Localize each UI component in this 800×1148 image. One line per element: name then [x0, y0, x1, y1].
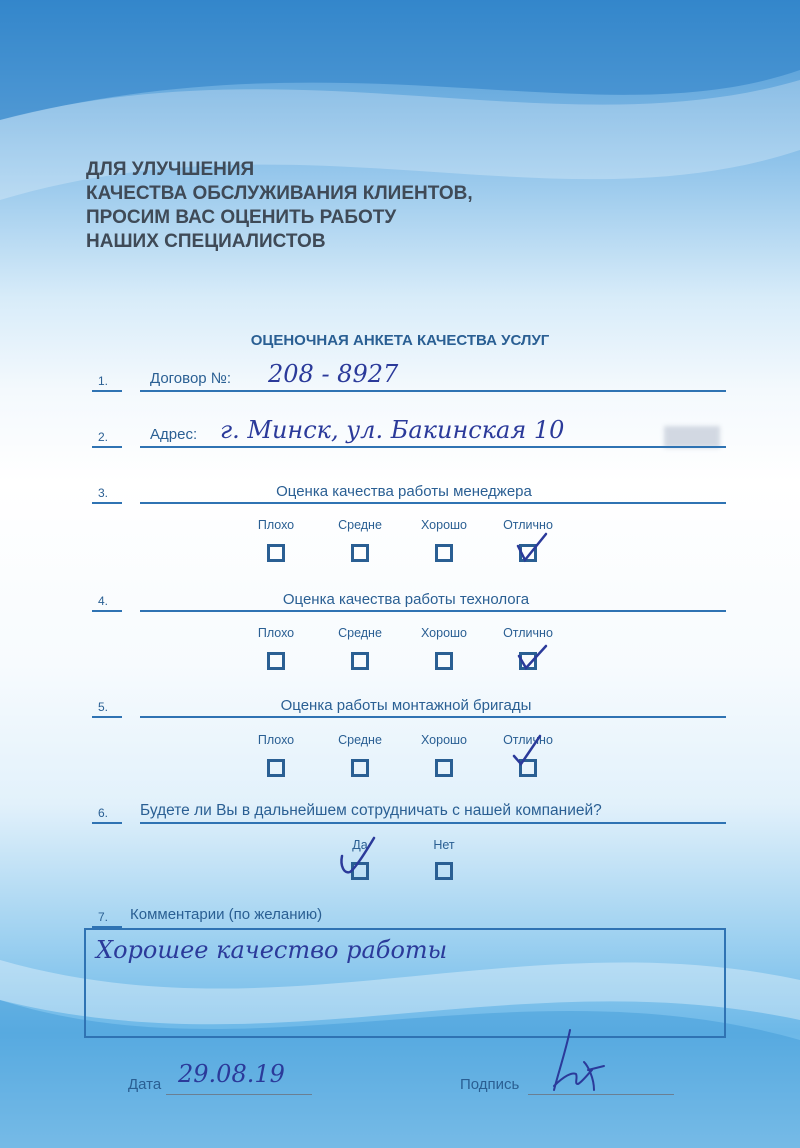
q6-checkbox-no[interactable] [435, 862, 453, 880]
contract-rule [140, 390, 726, 392]
number-rule-5 [92, 716, 122, 718]
q3-checkbox-average[interactable] [351, 544, 369, 562]
q6-option-yes: Да [352, 838, 368, 852]
item-number-4: 4. [98, 594, 109, 608]
headline-line-4: НАШИХ СПЕЦИАЛИСТОВ [86, 231, 326, 252]
number-rule-1 [92, 390, 122, 392]
headline-line-1: ДЛЯ УЛУЧШЕНИЯ [86, 159, 255, 180]
q4-checkbox-poor[interactable] [267, 652, 285, 670]
q6-rule [140, 822, 726, 824]
signature-label: Подпись [460, 1076, 520, 1093]
q5-option-average: Средне [338, 733, 382, 747]
q4-rule [140, 610, 726, 612]
q6-label: Будете ли Вы в дальнейшем сотрудничать с нашей компанией? [140, 802, 602, 819]
q3-checkbox-good[interactable] [435, 544, 453, 562]
form-title: ОЦЕНОЧНАЯ АНКЕТА КАЧЕСТВА УСЛУГ [250, 332, 550, 349]
contract-value[interactable]: 208 - 8927 [268, 360, 399, 388]
q4-checkbox-average[interactable] [351, 652, 369, 670]
number-rule-4 [92, 610, 122, 612]
item-number-1: 1. [98, 374, 109, 388]
q5-checkbox-average[interactable] [351, 759, 369, 777]
date-value[interactable]: 29.08.19 [178, 1060, 285, 1088]
headline-line-3: ПРОСИМ ВАС ОЦЕНИТЬ РАБОТУ [86, 207, 397, 228]
q4-label: Оценка качества работы технолога [282, 591, 530, 608]
address-value[interactable]: г. Минск, ул. Бакинская 10 [220, 416, 565, 444]
q5-check-mark [508, 734, 548, 774]
q4-option-poor: Плохо [257, 626, 295, 640]
redacted-block [664, 426, 720, 448]
address-rule [140, 446, 726, 448]
number-rule-6 [92, 822, 122, 824]
comment-text[interactable]: Хорошее качество работы [96, 936, 448, 964]
q6-option-no: Нет [433, 838, 455, 852]
q5-option-excellent: Отлично [503, 733, 553, 747]
q6-check-mark [338, 834, 378, 878]
headline [86, 158, 473, 254]
item-number-6: 6. [98, 806, 109, 820]
q3-option-poor: Плохо [257, 518, 295, 532]
q4-option-average: Средне [338, 626, 382, 640]
q5-option-good: Хорошо [420, 733, 468, 747]
q3-option-excellent: Отлично [503, 518, 553, 532]
item-number-5: 5. [98, 700, 109, 714]
address-label: Адрес: [150, 426, 198, 443]
q3-option-average: Средне [338, 518, 382, 532]
signature [548, 1026, 608, 1096]
contract-label: Договор №: [150, 370, 232, 387]
date-rule [166, 1094, 312, 1095]
number-rule-3 [92, 502, 122, 504]
q7-label: Комментарии (по желанию) [130, 906, 323, 923]
q3-rule [140, 502, 726, 504]
q3-option-good: Хорошо [420, 518, 468, 532]
item-number-3: 3. [98, 486, 109, 500]
q4-option-excellent: Отлично [503, 626, 553, 640]
q4-check-mark [510, 636, 550, 676]
headline-line-2: КАЧЕСТВА ОБСЛУЖИВАНИЯ КЛИЕНТОВ, [86, 183, 473, 204]
q3-check-mark [510, 528, 550, 568]
date-label: Дата [128, 1076, 162, 1093]
item-number-7: 7. [98, 910, 109, 924]
q3-checkbox-poor[interactable] [267, 544, 285, 562]
q5-checkbox-good[interactable] [435, 759, 453, 777]
number-rule-2 [92, 446, 122, 448]
q5-checkbox-poor[interactable] [267, 759, 285, 777]
q5-option-poor: Плохо [257, 733, 295, 747]
q5-rule [140, 716, 726, 718]
q4-checkbox-good[interactable] [435, 652, 453, 670]
q5-label: Оценка работы монтажной бригады [280, 697, 532, 714]
q3-label: Оценка качества работы менеджера [276, 483, 532, 500]
q4-option-good: Хорошо [420, 626, 468, 640]
item-number-2: 2. [98, 430, 109, 444]
